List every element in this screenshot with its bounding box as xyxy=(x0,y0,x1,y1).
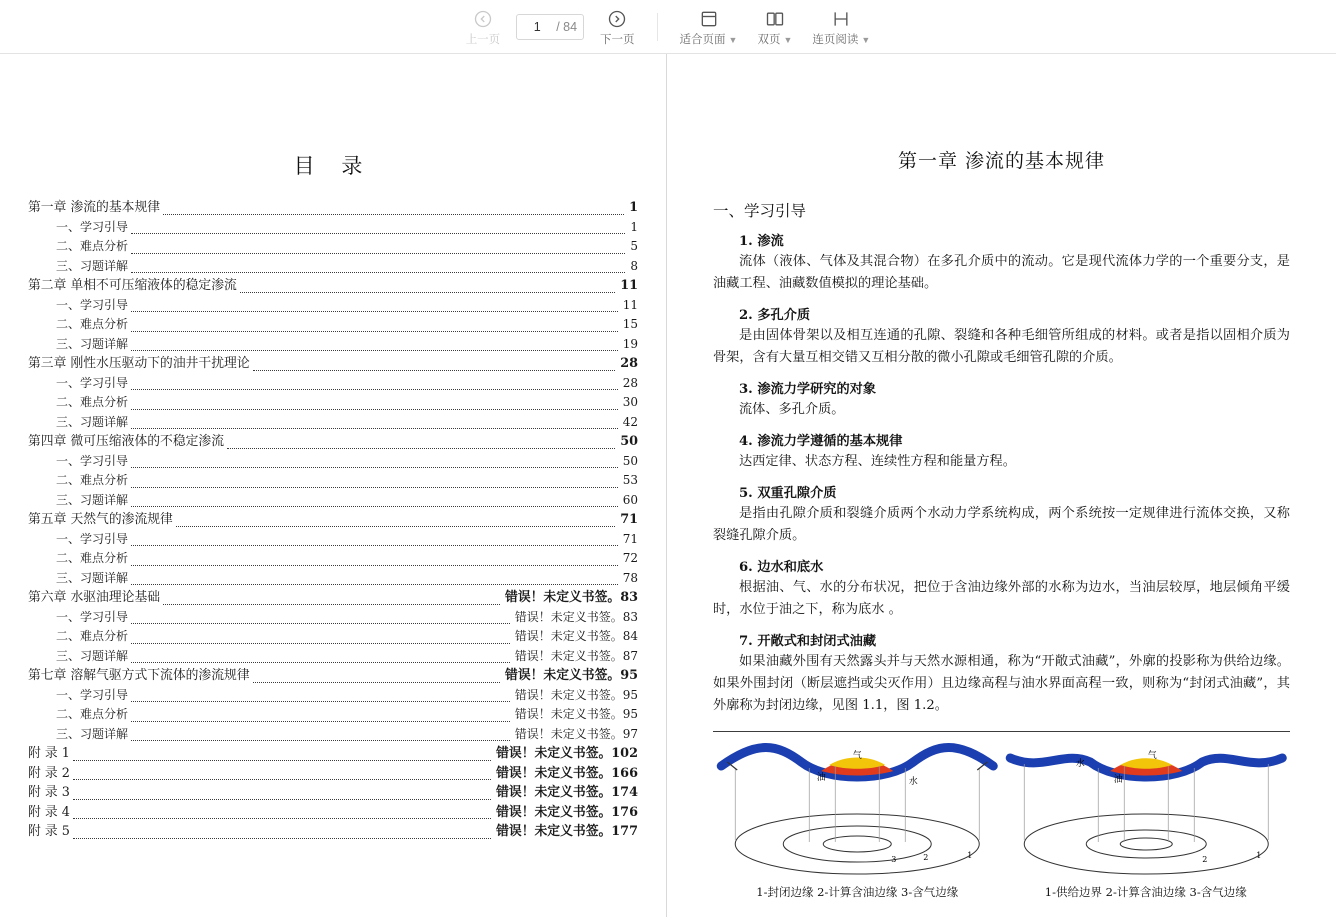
toc-entry[interactable] xyxy=(28,452,638,472)
toc-entry[interactable] xyxy=(28,393,638,413)
toc-list xyxy=(28,198,638,842)
dual-page-button[interactable] xyxy=(747,7,802,47)
toc-entry[interactable] xyxy=(28,725,638,745)
pdf-page-left xyxy=(0,54,667,917)
toc-entry-page: 错误！未定义书签。83 xyxy=(505,590,638,605)
toc-dot-leader xyxy=(131,613,510,624)
toc-entry-label: 三、习题详解 xyxy=(56,570,129,585)
figure-1-1-and-1-2 xyxy=(713,731,1290,882)
study-item-paragraph: 流体、多孔介质。 xyxy=(739,402,845,417)
svg-text:油: 油 xyxy=(816,773,826,783)
toc-entry-page: 11 xyxy=(620,278,638,293)
toc-dot-leader xyxy=(131,301,618,312)
toc-entry-page: 28 xyxy=(622,375,638,390)
continuous-scroll-icon xyxy=(831,9,851,29)
toc-entry-page: 错误！未定义书签。166 xyxy=(496,765,638,781)
nav-group xyxy=(456,7,645,47)
toc-entry[interactable] xyxy=(28,666,638,686)
toc-entry[interactable] xyxy=(28,374,638,394)
toc-entry-label: 一、学习引导 xyxy=(56,531,129,546)
toolbar-divider xyxy=(657,13,658,41)
fit-page-button[interactable] xyxy=(670,7,748,47)
toc-entry-label: 附 录 1 xyxy=(28,746,70,761)
toc-dot-leader xyxy=(131,477,618,488)
study-item-heading xyxy=(739,482,1290,501)
toc-entry-page: 50 xyxy=(620,434,638,449)
chapter-body xyxy=(713,199,1290,900)
toc-entry[interactable] xyxy=(28,218,638,238)
toc-entry-page: 71 xyxy=(620,512,638,527)
svg-text:油: 油 xyxy=(1113,775,1123,785)
toc-entry-label: 二、难点分析 xyxy=(56,629,129,643)
toc-entry[interactable] xyxy=(28,764,638,784)
toc-entry-page: 错误！未定义书签。87 xyxy=(514,648,638,663)
toc-entry-label: 三、习题详解 xyxy=(56,336,129,351)
toc-entry-page: 1 xyxy=(630,219,638,234)
toc-entry-label: 第四章 微可压缩液体的不稳定渗流 xyxy=(28,434,225,449)
toc-entry[interactable] xyxy=(28,530,638,550)
study-item-heading xyxy=(739,630,1290,649)
toc-entry[interactable] xyxy=(28,471,638,491)
study-item-heading xyxy=(739,230,1290,249)
toc-entry-label: 附 录 3 xyxy=(28,785,70,800)
toc-entry-label: 第一章 渗流的基本规律 xyxy=(28,200,161,215)
toc-entry[interactable] xyxy=(28,627,638,647)
toc-entry-label: 二、难点分析 xyxy=(56,317,129,331)
toc-entry-label: 第五章 天然气的渗流规律 xyxy=(28,512,173,527)
toc-dot-leader xyxy=(163,594,500,605)
toc-entry[interactable] xyxy=(28,549,638,569)
toc-entry-page: 错误！未定义书签。174 xyxy=(496,785,638,800)
section-title: 一、学习引导 xyxy=(713,202,807,220)
study-item-title: 多孔介质 xyxy=(752,308,811,323)
closed-reservoir-diagram xyxy=(713,732,1002,882)
toc-entry-page: 错误！未定义书签。102 xyxy=(496,746,638,761)
toc-entry-label: 三、习题详解 xyxy=(56,492,129,507)
fit-page-text: 适合页面 xyxy=(679,33,726,46)
toc-entry-label: 三、习题详解 xyxy=(56,414,129,429)
toc-entry-page: 错误！未定义书签。95 xyxy=(505,668,638,683)
pdf-page-right xyxy=(667,54,1336,917)
chevron-down-icon: ▼ xyxy=(783,34,793,45)
toc-entry-label: 三、习题详解 xyxy=(56,258,129,273)
toc-entry-label: 第三章 刚性水压驱动下的油井干扰理论 xyxy=(28,356,250,371)
toc-entry-page: 19 xyxy=(622,336,638,351)
study-item-title: 渗流力学遵循的基本规律 xyxy=(752,434,903,449)
toc-dot-leader xyxy=(131,730,510,741)
toc-dot-leader xyxy=(131,574,618,585)
toc-entry-label: 一、学习引导 xyxy=(56,687,129,702)
toc-entry-label: 二、难点分析 xyxy=(56,239,129,253)
toc-entry[interactable] xyxy=(28,744,638,764)
svg-text:气: 气 xyxy=(852,751,862,761)
toc-entry[interactable] xyxy=(28,705,638,725)
toc-entry-page: 8 xyxy=(630,258,638,273)
study-item-title: 开敞式和封闭式油藏 xyxy=(752,634,877,649)
study-item-heading xyxy=(739,378,1290,397)
next-page-button[interactable] xyxy=(590,7,645,47)
continuous-scroll-label xyxy=(812,31,870,47)
svg-text:气: 气 xyxy=(1147,751,1157,761)
toc-entry-page: 15 xyxy=(622,317,638,331)
study-item-title: 双重孔隙介质 xyxy=(752,486,837,501)
study-item-number: 5. xyxy=(739,486,753,501)
svg-text:1: 1 xyxy=(1255,851,1261,860)
svg-text:水: 水 xyxy=(1075,759,1085,769)
toc-dot-leader xyxy=(73,828,491,839)
pdf-toolbar xyxy=(0,0,1336,54)
study-item-title: 渗流力学研究的对象 xyxy=(752,382,877,397)
toc-entry-label: 一、学习引导 xyxy=(56,453,129,468)
toc-entry[interactable] xyxy=(28,569,638,589)
svg-text:2: 2 xyxy=(923,853,929,862)
study-item-number: 3. xyxy=(739,382,753,397)
study-item-paragraph: 是由固体骨架以及相互连通的孔隙、裂缝和各种毛细管所组成的材料。或者是指以固相介质为骨架，含有大量互相交错又互相分散的微小孔隙或毛细管孔隙的介质。 xyxy=(713,328,1290,365)
toc-entry-label: 三、习题详解 xyxy=(56,648,129,663)
toc-entry-page: 11 xyxy=(622,297,638,312)
continuous-scroll-button[interactable] xyxy=(802,7,880,47)
toc-dot-leader xyxy=(240,282,615,293)
toc-dot-leader xyxy=(131,223,625,234)
toc-entry[interactable] xyxy=(28,198,638,218)
toc-entry-label: 附 录 5 xyxy=(28,824,70,839)
toc-entry-label: 二、难点分析 xyxy=(56,473,129,487)
toc-entry[interactable] xyxy=(28,510,638,530)
chevron-left-circle-icon xyxy=(473,9,493,29)
toc-entry-page: 错误！未定义书签。177 xyxy=(496,824,638,839)
figure-1-1-caption: 1-封闭边缘 2-计算含油边缘 3-含气边缘 xyxy=(756,885,959,899)
svg-text:2: 2 xyxy=(1201,855,1207,864)
toc-entry[interactable] xyxy=(28,647,638,667)
toc-dot-leader xyxy=(131,496,618,507)
toc-entry[interactable] xyxy=(28,588,638,608)
svg-text:1: 1 xyxy=(967,851,973,860)
toc-entry[interactable] xyxy=(28,315,638,335)
chevron-right-circle-icon xyxy=(607,9,627,29)
chevron-down-icon: ▼ xyxy=(728,34,738,45)
study-item-paragraph: 流体（液体、气体及其混合物）在多孔介质中的流动。它是现代流体力学的一个重要分支，是油藏工程、油藏数值模拟的理论基础。 xyxy=(713,254,1290,291)
toc-dot-leader xyxy=(131,457,618,468)
toc-entry-label: 附 录 2 xyxy=(28,765,70,781)
toc-entry[interactable] xyxy=(28,608,638,628)
toc-entry-label: 二、难点分析 xyxy=(56,395,129,409)
study-item-heading xyxy=(739,430,1290,449)
toc-dot-leader xyxy=(131,691,510,702)
toc-entry-label: 第二章 单相不可压缩液体的稳定渗流 xyxy=(28,278,237,293)
toc-dot-leader xyxy=(227,438,615,449)
toc-entry[interactable] xyxy=(28,276,638,296)
toc-entry-page: 错误！未定义书签。97 xyxy=(514,726,638,741)
figure-1-2-caption: 1-供给边界 2-计算含油边缘 3-含气边缘 xyxy=(1044,885,1247,899)
toc-dot-leader xyxy=(131,243,625,254)
toc-entry[interactable] xyxy=(28,354,638,374)
toc-entry[interactable] xyxy=(28,686,638,706)
study-item-number: 1. xyxy=(739,234,753,249)
toc-entry-page: 78 xyxy=(622,570,638,585)
toc-entry[interactable] xyxy=(28,237,638,257)
study-item-paragraph: 如果油藏外围有天然露头并与天然水源相通，称为“开敞式油藏”，外廓的投影称为供给边缘。如果外围封闭（断层遮挡或尖灭作用）且边缘高程与油水界面高程一致，则称为“封闭式油藏”，其外廓称为封闭边缘，见图 1.1，图 1.2。 xyxy=(713,654,1290,713)
svg-text:3: 3 xyxy=(891,855,897,864)
study-item-number: 4. xyxy=(739,434,753,449)
toc-dot-leader xyxy=(253,360,616,371)
toc-entry[interactable] xyxy=(28,491,638,511)
study-item-paragraph: 是指由孔隙介质和裂缝介质两个水动力学系统构成，两个系统按一定规律进行流体交换，又称裂缝孔隙介质。 xyxy=(713,506,1290,543)
fit-page-label xyxy=(680,31,738,47)
toc-dot-leader xyxy=(131,399,618,410)
chapter-title: 第一章 渗流的基本规律 xyxy=(897,150,1106,172)
study-item-title: 渗流 xyxy=(752,234,784,249)
toc-dot-leader xyxy=(73,750,491,761)
toc-dot-leader xyxy=(176,516,615,527)
page-number-input[interactable] xyxy=(523,19,551,35)
page-total-label: / 84 xyxy=(556,19,578,34)
toc-entry-label: 一、学习引导 xyxy=(56,219,129,234)
toc-dot-leader xyxy=(131,340,618,351)
toc-entry-label: 第七章 溶解气驱方式下流体的渗流规律 xyxy=(28,668,250,683)
figure-1-2 xyxy=(1002,732,1291,882)
toc-entry-page: 28 xyxy=(620,356,638,371)
toc-entry-page: 错误！未定义书签。95 xyxy=(514,707,638,721)
study-item-number: 2. xyxy=(739,308,753,323)
toc-entry-label: 第六章 水驱油理论基础 xyxy=(28,590,161,605)
toc-entry-page: 错误！未定义书签。83 xyxy=(514,609,638,624)
study-item-number: 6. xyxy=(739,560,753,575)
toc-dot-leader xyxy=(131,555,618,566)
toc-dot-leader xyxy=(131,652,510,663)
toc-entry-page: 42 xyxy=(622,414,638,429)
prev-page-label: 上一页 xyxy=(465,33,501,46)
continuous-scroll-text: 连页阅读 xyxy=(812,33,859,46)
toc-dot-leader xyxy=(73,789,491,800)
toc-entry-label: 二、难点分析 xyxy=(56,551,129,565)
svg-text:水: 水 xyxy=(908,777,918,787)
toc-entry[interactable] xyxy=(28,296,638,316)
toc-dot-leader xyxy=(131,633,510,644)
fit-page-icon xyxy=(699,9,719,29)
study-guide-items xyxy=(713,230,1290,717)
figure-1-1 xyxy=(713,732,1002,882)
dual-page-icon xyxy=(765,9,785,29)
toc-entry-page: 5 xyxy=(630,239,638,253)
toc-title: 目 录 xyxy=(293,154,373,178)
toc-dot-leader xyxy=(73,808,491,819)
study-item-heading xyxy=(739,556,1290,575)
open-reservoir-diagram xyxy=(1002,732,1291,882)
toc-entry-page: 60 xyxy=(622,492,638,507)
toc-entry-label: 三、习题详解 xyxy=(56,726,129,741)
page-number-box[interactable] xyxy=(516,14,584,40)
next-page-label: 下一页 xyxy=(600,33,635,46)
toc-entry-label: 二、难点分析 xyxy=(56,707,129,721)
toc-entry-page: 50 xyxy=(622,453,638,468)
study-item-paragraph: 达西定律、状态方程、连续性方程和能量方程。 xyxy=(739,454,1016,469)
toc-dot-leader xyxy=(73,769,491,780)
toc-entry-page: 错误！未定义书签。176 xyxy=(496,804,638,820)
toc-dot-leader xyxy=(131,535,618,546)
pdf-viewer[interactable] xyxy=(0,54,1336,917)
chevron-down-icon: ▼ xyxy=(861,34,871,45)
study-item-number: 7. xyxy=(739,634,753,649)
toc-entry[interactable] xyxy=(28,803,638,823)
toc-entry[interactable] xyxy=(28,432,638,452)
toc-entry-page: 53 xyxy=(622,473,638,487)
dual-page-text: 双页 xyxy=(757,33,781,46)
toc-entry-label: 一、学习引导 xyxy=(56,297,129,312)
toc-entry-page: 错误！未定义书签。84 xyxy=(514,629,638,643)
study-item-paragraph: 根据油、气、水的分布状况，把位于含油边缘外部的水称为边水，当油层较厚，地层倾角平缓时，水位于油之下，称为底水 。 xyxy=(713,580,1290,617)
view-group xyxy=(670,7,881,47)
toc-entry-page: 30 xyxy=(622,395,638,409)
prev-page-button[interactable] xyxy=(456,7,511,47)
toc-dot-leader xyxy=(253,672,500,683)
toc-entry[interactable] xyxy=(28,257,638,277)
toc-dot-leader xyxy=(131,418,618,429)
toc-entry-page: 71 xyxy=(622,531,638,546)
toc-entry[interactable] xyxy=(28,335,638,355)
toc-entry-label: 附 录 4 xyxy=(28,804,70,820)
dual-page-label xyxy=(757,31,792,47)
toc-entry-page: 1 xyxy=(629,200,638,215)
toc-dot-leader xyxy=(131,321,618,332)
toc-dot-leader xyxy=(131,711,510,722)
figure-captions xyxy=(713,882,1290,900)
toc-dot-leader xyxy=(163,204,624,215)
study-item-heading xyxy=(739,304,1290,323)
toc-entry-label: 一、学习引导 xyxy=(56,609,129,624)
toc-entry[interactable] xyxy=(28,783,638,803)
toc-entry-label: 一、学习引导 xyxy=(56,375,129,390)
toc-dot-leader xyxy=(131,262,625,273)
toc-dot-leader xyxy=(131,379,618,390)
toc-entry-page: 72 xyxy=(622,551,638,565)
study-item-title: 边水和底水 xyxy=(752,560,824,575)
toc-entry[interactable] xyxy=(28,413,638,433)
toc-entry-page: 错误！未定义书签。95 xyxy=(514,687,638,702)
toc-entry[interactable] xyxy=(28,822,638,842)
